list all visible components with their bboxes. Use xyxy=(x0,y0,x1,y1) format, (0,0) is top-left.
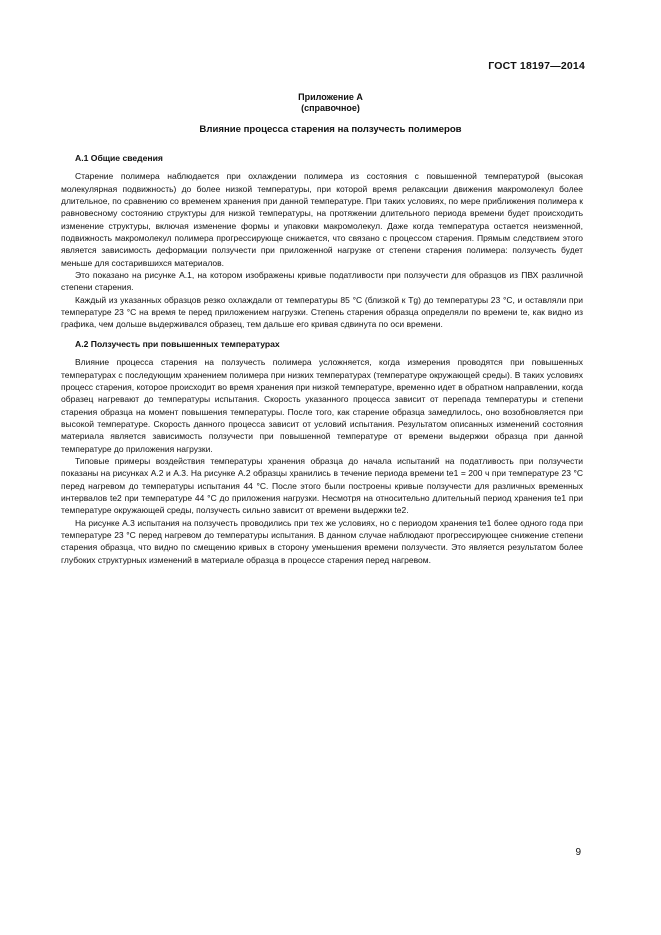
document-body xyxy=(61,152,583,566)
annex-title-block xyxy=(0,92,661,114)
paragraph: Старение полимера наблюдается при охлаждении полимера из состояния с повышенной температурой (высокая молекулярная подвижность) до более низкой температуры, при которой время релаксации движения макромолекул более длительное, по сравнению со временем хранения при данной температуре. При таких условиях, по мере приближения полимера к равновесному состоянию структуры для низкой температуры, на протяжении длительного периода времени будет происходить изменение структуры, включая изменение формы и упаковки макромолекул. Даже когда температура остается неизменной, подвижность макромолекул полимера прогрессирующе снижается, что связано с процессом старения. Прямым следствием этого является зависимость деформации ползучести при приложенной нагрузке от степени старения полимера: ползучесть будет меньше для состарившихся материалов. xyxy=(61,171,583,268)
section-title-a2: А.2 Ползучесть при повышенных температурах xyxy=(75,338,280,349)
document-code: ГОСТ 18197—2014 xyxy=(488,60,585,72)
page-number: 9 xyxy=(575,847,581,858)
paragraph: Типовые примеры воздействия температуры хранения образца до начала испытаний на податливость при ползучести показаны на рисунках А.2 и А.3. На рисунке А.2 образцы хранились в течение периода времени te1 = 200 ч при температуре 23 °С перед нагревом до температуры испытания 44 °С. После этого были построены кривые ползучести для различных временных интервалов te2 при температуре 44 °С до приложения нагрузки. Несмотря на относительно длительный период хранения te1 при температуре окружающей среды, ползучесть сильно зависит от времени выдержки te2. xyxy=(61,455,583,516)
paragraph: Каждый из указанных образцов резко охлаждали от температуры 85 °С (близкой к Tg) до температуры 23 °С, и оставляли при температуре 23 °С на время te перед приложением нагрузки. Степень старения образца определяли по времени te, как видно из графика, чем дольше выдерживался образец, тем дальше его кривая сдвинута по оси времени. xyxy=(61,294,583,330)
annex-heading: Влияние процесса старения на ползучесть полимеров xyxy=(199,124,462,135)
paragraph: На рисунке А.3 испытания на ползучесть проводились при тех же условиях, но с периодом хранения te1 более одного года при температуре 23 °С перед нагревом до температуры испытания. В данном случае наблюдают прогрессирующее снижение степени старения образца, что видно по смещению кривых в сторону уменьшения времени ползучести. Это является результатом более глубоких структурных изменений в материале образца в процессе старения перед нагревом. xyxy=(61,517,583,565)
paragraph: Это показано на рисунке А.1, на котором изображены кривые податливости при ползучести для образцов из ПВХ различной степени старения. xyxy=(61,270,583,293)
annex-subtitle: (справочное) xyxy=(301,103,360,113)
paragraph: Влияние процесса старения на ползучесть полимера усложняется, когда измерения проводятся при повышенных температурах с последующим хранением полимера при низких температурах (температуре окружающей среды). В таких условиях процесс старения, которое происходит во время хранения при низкой температуре, временно идет в обратном направлении, когда образец нагревают до температуры испытания. Скорость указанного процесса зависит от перепада температуры и степени старения образца на момент повышения температуры. После того, как старение образца замедлилось, оно возобновляется при высокой температуре. Скорость данного процесса зависит от условий испытания. Результатом описанных изменений состояния материала является зависимость ползучести при повышенной температуре от времени выдержки образца при данной температуре до приложения нагрузки. xyxy=(61,357,583,454)
section-title-a1: А.1 Общие сведения xyxy=(75,153,163,163)
annex-title: Приложение А xyxy=(298,92,363,102)
